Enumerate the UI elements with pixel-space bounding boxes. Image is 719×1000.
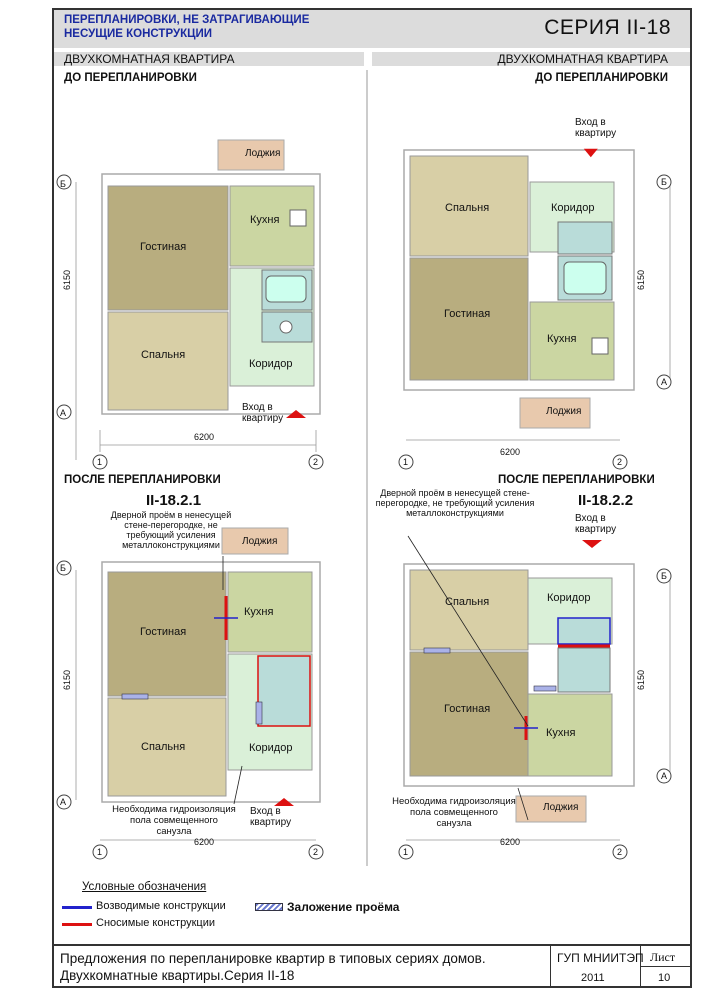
kitchen-label: Кухня [250,214,280,226]
bedroom-room [108,312,228,410]
left-after-label: ПОСЛЕ ПЕРЕПЛАНИРОВКИ [64,474,221,486]
toilet-fixture [280,321,292,333]
axis-2-label: 2 [313,457,319,467]
footer-line-2: Двухкомнатные квартиры.Серия II-18 [60,968,295,983]
corridor-label-3: Коридор [249,742,293,754]
wc-room-2 [558,222,612,254]
entrance-label-2 [575,117,616,139]
title-line-2: НЕСУЩИЕ КОНСТРУКЦИИ [64,28,213,40]
living-label-3: Гостиная [140,626,187,638]
title-block [54,944,690,988]
footer-hline [640,966,690,967]
axis-b-label-3: Б [60,563,66,573]
entrance-line-2-3: квартиру [250,817,292,828]
axis-a-label-2: А [661,377,668,387]
left-waterproof-note: Необходима гидроизоляция пола совмещенного санузла [112,804,236,837]
bath-room-4 [558,648,610,692]
sheet-title [64,13,364,41]
axis-b-label-2: Б [661,177,667,187]
bedroom-label-4: Спальня [445,596,490,608]
legend-demolished-swatch [62,923,92,926]
entrance-label [242,402,283,424]
title-block-text [60,950,486,984]
left-door-note: Дверной проём в ненесущей стене-перегородке, не требующий усиления металлоконструкциями [110,510,232,550]
right-waterproof-note: Необходима гидроизоляция пола совмещенного санузла [392,796,516,829]
right-apartment-type: ДВУХКОМНАТНАЯ КВАРТИРА [372,52,690,66]
left-project-code: II-18.2.1 [146,492,202,509]
org-name: ГУП МНИИТЭП [557,951,644,965]
depth-dimension-4: 6150 [636,669,646,690]
loggia-label-3: Лоджия [242,536,278,547]
left-before-label: ДО ПЕРЕПЛАНИРОВКИ [64,72,197,84]
entrance-line-1-4: Вход в [575,513,606,524]
sheet-number: 10 [658,972,671,984]
axis-1-label: 1 [97,457,103,467]
series-label: СЕРИЯ II-18 [544,16,671,39]
legend-erected-swatch [62,906,92,909]
living-label: Гостиная [140,241,187,253]
axis-1-label-3: 1 [97,847,103,857]
entrance-line-1-2: Вход в [575,117,606,128]
wc-room-4 [558,618,610,644]
legend-opening-label: Заложение проёма [287,900,400,914]
corridor-label-4: Коридор [547,592,591,604]
bedroom-room-4 [410,570,528,650]
entrance-label-4 [575,513,616,535]
width-dimension-4: 6200 [500,837,521,847]
left-apartment-type: ДВУХКОМНАТНАЯ КВАРТИРА [54,52,364,66]
sink-fixture [290,210,306,226]
loggia-label: Лоджия [245,148,281,159]
axis-a-label-3: А [60,797,67,807]
opening-fill-mark-2 [256,702,262,724]
axis-a-label-4: А [661,771,668,781]
axis-a-label: А [60,408,67,418]
legend-title: Условные обозначения [82,881,207,893]
corridor-label-2: Коридор [551,202,595,214]
entrance-line-2-2: квартиру [575,128,617,139]
bedroom-label: Спальня [141,349,186,361]
right-project-code: II-18.2.2 [578,492,634,509]
living-label-2: Гостиная [444,308,491,320]
sheet-label: Лист [650,950,676,964]
bedroom-label-2: Спальня [445,202,490,214]
entrance-line-2-4: квартиру [575,524,617,535]
legend-opening-swatch [255,903,283,911]
title-line-1: ПЕРЕПЛАНИРОВКИ, НЕ ЗАТРАГИВАЮЩИЕ [64,14,310,26]
center-divider [366,70,368,866]
entrance-line-1: Вход в [242,402,273,413]
legend-demolished-label: Сносимые конструкции [96,917,215,929]
width-dimension-2: 6200 [500,447,521,457]
living-label-4: Гостиная [444,703,491,715]
legend-erected-label: Возводимые конструкции [96,900,226,912]
width-dimension-3: 6200 [194,837,215,847]
bedroom-label-3: Спальня [141,741,186,753]
entrance-arrow-icon-4 [582,540,602,548]
year: 2011 [581,972,605,984]
bathtub-fixture-2 [564,262,606,294]
footer-divider-1 [550,946,551,988]
footer-line-1: Предложения по перепланировке квартир в типовых сериях домов. [60,951,486,966]
axis-2-label-3: 2 [313,847,319,857]
width-dimension: 6200 [194,432,215,442]
kitchen-label-2: Кухня [547,333,577,345]
entrance-line-1-3: Вход в [250,806,281,817]
axis-2-label-2: 2 [617,457,623,467]
plan-left-before [50,90,366,470]
corridor-label: Коридор [249,358,293,370]
entrance-line-2: квартиру [242,413,284,424]
kitchen-label-4: Кухня [546,727,576,739]
opening-fill-mark [122,694,148,699]
axis-2-label-4: 2 [617,847,623,857]
axis-1-label-2: 1 [403,457,409,467]
axis-1-label-4: 1 [403,847,409,857]
sink-fixture-2 [592,338,608,354]
entrance-label-3 [250,806,291,828]
bathtub-fixture [266,276,306,302]
axis-b-label: Б [60,179,66,189]
loggia-label-2: Лоджия [546,406,582,417]
axis-b-label-4: Б [661,571,667,581]
loggia-label-4: Лоджия [543,802,579,813]
opening-fill-mark-4 [424,648,450,653]
right-after-label: ПОСЛЕ ПЕРЕПЛАНИРОВКИ [498,474,655,486]
depth-dimension-2: 6150 [636,269,646,290]
depth-dimension-3: 6150 [62,669,72,690]
right-door-note: Дверной проём в ненесущей стене-перегородке, не требующий усиления металлоконструкциями [375,488,535,518]
depth-dimension: 6150 [62,269,72,290]
opening-fill-mark-5 [534,686,556,691]
right-before-label: ДО ПЕРЕПЛАНИРОВКИ [535,72,668,84]
kitchen-label-3: Кухня [244,606,274,618]
combined-bathroom [258,656,310,726]
